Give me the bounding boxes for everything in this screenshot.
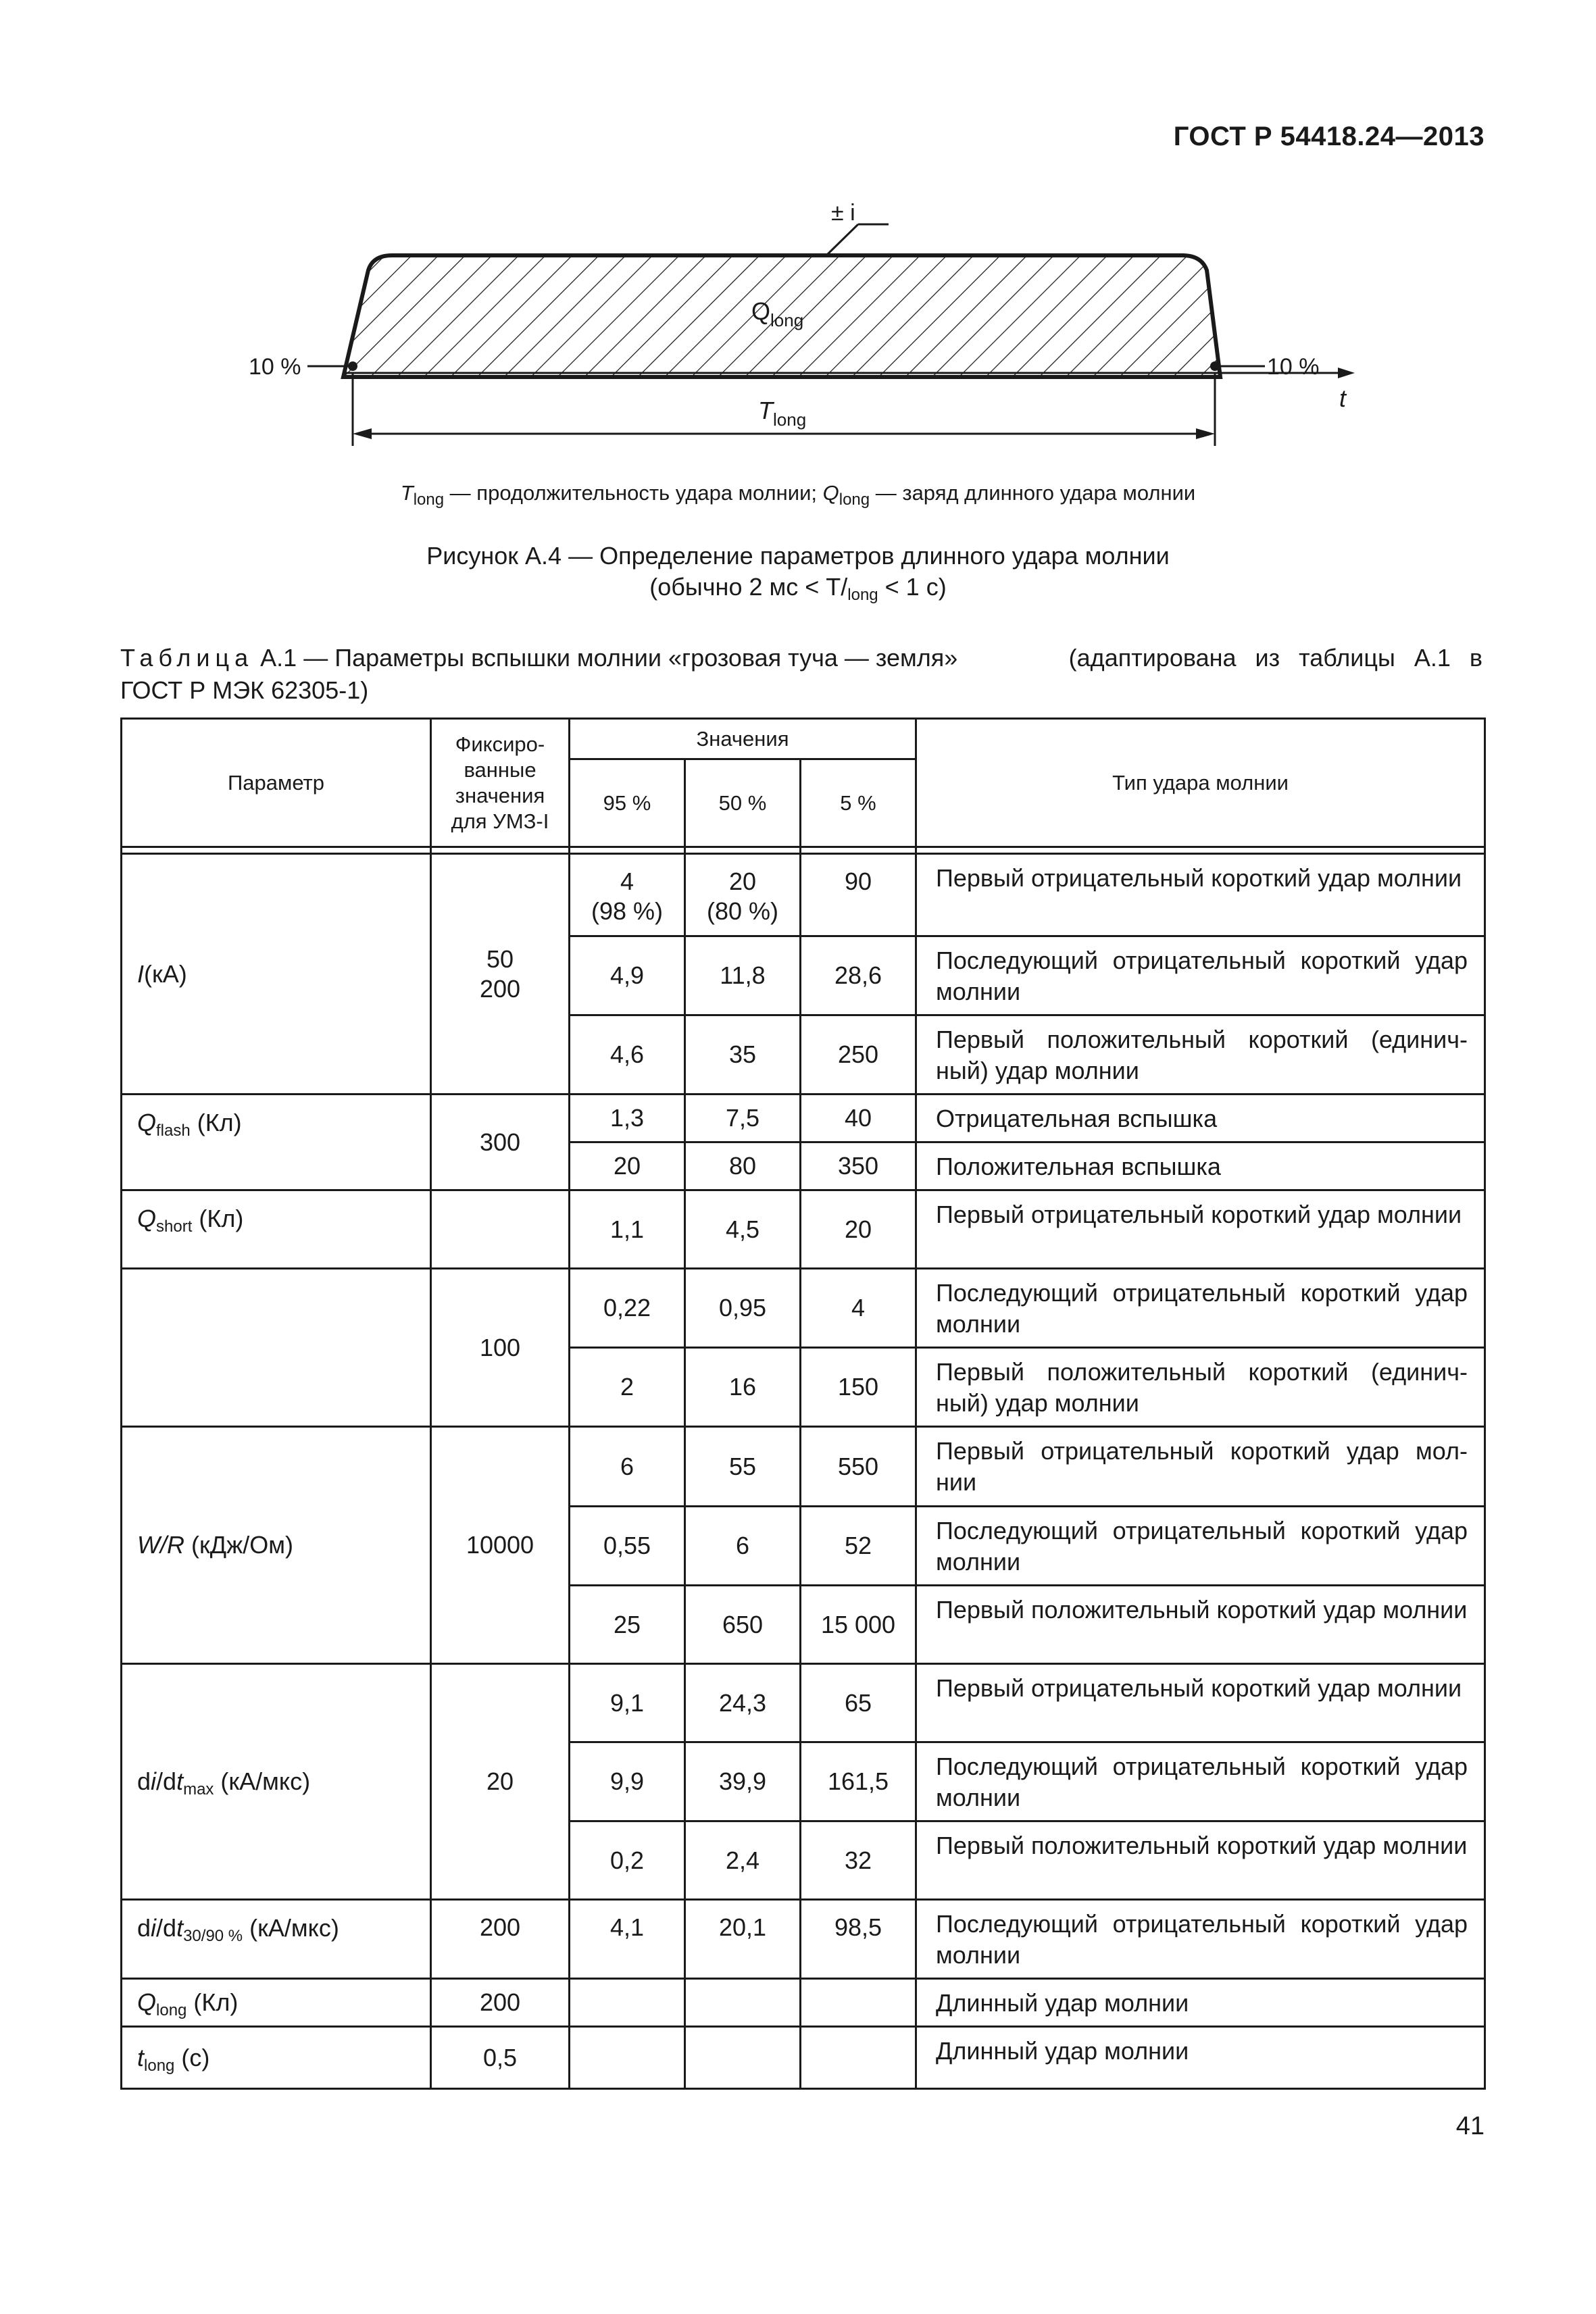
param-tlong: $t_{long}$ (с) [122, 2027, 431, 2089]
table-row: 100 0,22 0,95 4 Последующий отрицательный короткий удар молнии [122, 1269, 1485, 1348]
table-row: I(кА) 50 200 4 (98 %) 20 (80 %) 90 Первый отрицательный короткий удар молнии [122, 854, 1485, 936]
table-row: $di/dt_{30/90 \%}$ (кА/мкс) 200 4,1 20,1 98,5 Последующий отрицательный короткий удар молнии [122, 1900, 1485, 1979]
table-row: 20 80 350 Положительная вспышка [122, 1142, 1485, 1190]
label-10-left: 10 % [249, 354, 301, 380]
label-q-long: $Q_{long}$ [751, 297, 804, 330]
table-row: $Q_{flash}$ (Кл) 300 1,3 7,5 40 Отрицательная вспышка [122, 1095, 1485, 1142]
fixed-didt: 20 [431, 1664, 570, 1900]
fixed-qshort-b: 100 [431, 1269, 570, 1427]
fixed-qlong: 200 [431, 1979, 570, 2027]
fixed-qshort [431, 1190, 570, 1269]
header-50: 50 % [685, 759, 801, 847]
header-5: 5 % [801, 759, 916, 847]
label-t-axis: t [1339, 384, 1347, 412]
long-stroke-diagram [230, 196, 1378, 466]
fixed-tlong: 0,5 [431, 2027, 570, 2089]
param-qshort: $Q_{short}$ (Кл) [122, 1190, 431, 1269]
table-row: $Q_{long}$ (Кл) 200 Длинный удар молнии [122, 1979, 1485, 2027]
fixed-didt30: 200 [431, 1900, 570, 1979]
table-row: $Q_{short}$ (Кл) 1,1 4,5 20 Первый отрицательный короткий удар молнии [122, 1190, 1485, 1269]
param-empty [122, 1269, 431, 1427]
time-axis-arrow [1338, 368, 1355, 378]
label-pm-i: ± i [831, 200, 855, 226]
fixed-qflash: 300 [431, 1095, 570, 1190]
param-qflash: $Q_{flash}$ (Кл) [122, 1095, 431, 1190]
param-didt-30-90: $di/dt_{30/90 \%}$ (кА/мкс) [122, 1900, 431, 1979]
table-row: 25 650 15 000 Первый положительный короткий удар молнии [122, 1586, 1485, 1664]
header-parameter: Параметр [122, 719, 431, 847]
caption-line-1: Рисунок А.4 — Определение параметров длинного удара молнии [426, 542, 1170, 570]
fixed-i: 50 200 [431, 854, 570, 1095]
standard-number: ГОСТ Р 54418.24—2013 [1173, 122, 1485, 151]
param-didt-max: $di/dt_{max}$ (кА/мкс) [122, 1664, 431, 1900]
marker-10-right [1210, 361, 1220, 371]
header-type: Тип удара молнии [916, 719, 1485, 847]
header-values: Значения [570, 719, 916, 759]
figure-long-stroke [230, 196, 1378, 466]
header-95: 95 % [570, 759, 685, 847]
table-row: 2 16 150 Первый положительный короткий (единич-ный) удар молнии [122, 1348, 1485, 1427]
table-row: 9,9 39,9 161,5 Последующий отрицательный короткий удар молнии [122, 1742, 1485, 1821]
table-row: W/R (кДж/Ом) 10000 6 55 550 Первый отрицательный короткий удар мол-нии [122, 1427, 1485, 1507]
table-row: 0,2 2,4 32 Первый положительный короткий удар молнии [122, 1821, 1485, 1900]
header-fixed: Фиксиро-ванные значения для УМЗ-I [431, 719, 570, 847]
fixed-wr: 10000 [431, 1427, 570, 1664]
lightning-parameters-table [120, 718, 1486, 2090]
page-number: 41 [1455, 2112, 1485, 2140]
figure-caption [0, 540, 1596, 603]
table-row: $t_{long}$ (с) 0,5 Длинный удар молнии [122, 2027, 1485, 2089]
table-row: 0,55 6 52 Последующий отрицательный короткий удар молнии [122, 1507, 1485, 1586]
param-i: I(кА) [122, 854, 431, 1095]
table-row: $di/dt_{max}$ (кА/мкс) 20 9,1 24,3 65 Первый отрицательный короткий удар молнии [122, 1664, 1485, 1742]
param-wr: W/R (кДж/Ом) [122, 1427, 431, 1664]
param-qlong: $Q_{long}$ (Кл) [122, 1979, 431, 2027]
caption-line-2: (обычно 2 мс < $T/_{long} < 1$ с) [649, 573, 947, 604]
label-t-long: $T_{long}$ [758, 397, 807, 430]
marker-10-left [348, 361, 357, 371]
table-row: 4,9 11,8 28,6 Последующий отрицательный короткий удар молнии [122, 936, 1485, 1015]
label-10-right: 10 % [1267, 354, 1320, 380]
table-caption: Таблица А.1 — Параметры вспышки молнии «грозовая туча — земля» (адаптирована из таблицы А.1 в ГОСТ Р МЭК 62305-1) [120, 644, 1482, 704]
table-row: 4,6 35 250 Первый положительный короткий (единич-ный) удар молнии [122, 1015, 1485, 1095]
figure-legend: $T_{long}$ — продолжительность удара молнии; $Q_{long}$ — заряд длинного удара молнии [400, 481, 1196, 509]
